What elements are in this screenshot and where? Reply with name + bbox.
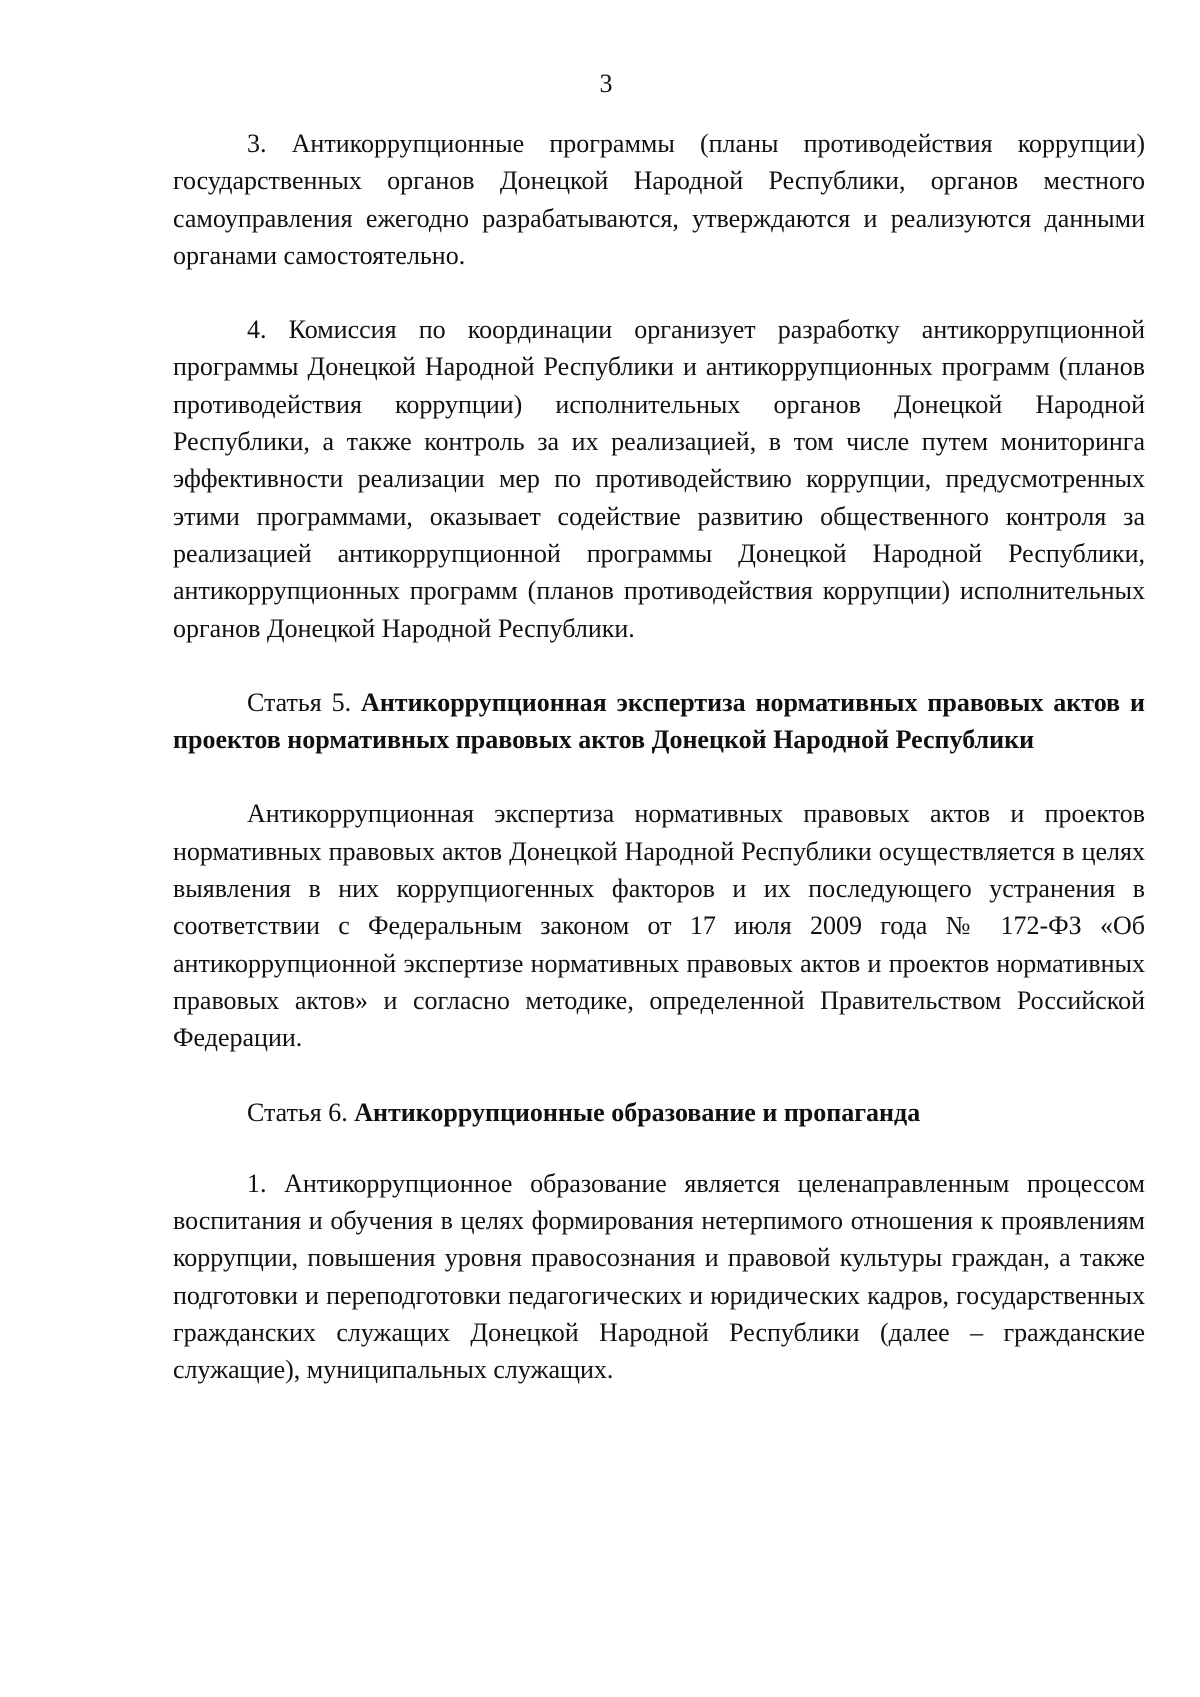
article-6-title: Антикоррупционные образование и пропаганда <box>354 1097 921 1127</box>
article-5-label: Статья 5. <box>247 687 362 717</box>
document-body <box>173 125 1145 1389</box>
page-number: 3 <box>599 69 613 98</box>
article-6-paragraph-1: 1. Антикоррупционное образование является целенаправленным процессом воспитания и обучения в целях формирования нетерпимого отношения к проявлениям коррупции, повышения уровня правосознания и правовой культуры граждан, а также подготовки и переподготовки педагогических и юридических кадров, государственных гражданских служащих Донецкой Народной Республики (далее – гражданские служащие), муниципальных служащих. <box>173 1168 1145 1385</box>
article-6-heading <box>173 1094 1145 1131</box>
article-5-heading <box>173 684 1145 759</box>
paragraph-4: 4. Комиссия по координации организует разработку антикоррупционной программы Донецкой Народной Республики и антикоррупционных программ (планов противодействия коррупции) исполнительных органов Донецкой Народной Республики, а также контроль за их реализацией, в том числе путем мониторинга эффективности реализации мер по противодействию коррупции, предусмотренных этими программами, оказывает содействие развитию общественного контроля за реализацией антикоррупционной программы Донецкой Народной Республики, антикоррупционных программ (планов противодействия коррупции) исполнительных органов Донецкой Народной Республики. <box>173 315 1145 643</box>
article-5-title: Антикоррупционная экспертиза нормативных правовых актов и проектов нормативных правовых актов Донецкой Народной Республики <box>173 687 1145 755</box>
paragraph-3: 3. Антикоррупционные программы (планы противодействия коррупции) государственных органов Донецкой Народной Республики, органов местного самоуправления ежегодно разрабатываются, утверждаются и реализуются данными органами самостоятельно. <box>173 129 1145 270</box>
article-6-label: Статья 6. <box>247 1097 355 1127</box>
article-5-body: Антикоррупционная экспертиза нормативных правовых актов и проектов нормативных правовых актов Донецкой Народной Республики осуществляется в целях выявления в них коррупциогенных факторов и их последующего устранения в соответствии с Федеральным законом от 17 июля 2009 года № 172-ФЗ «Об антикоррупционной экспертизе нормативных правовых актов и проектов нормативных правовых актов» и согласно методике, определенной Правительством Российской Федерации. <box>173 799 1145 1053</box>
